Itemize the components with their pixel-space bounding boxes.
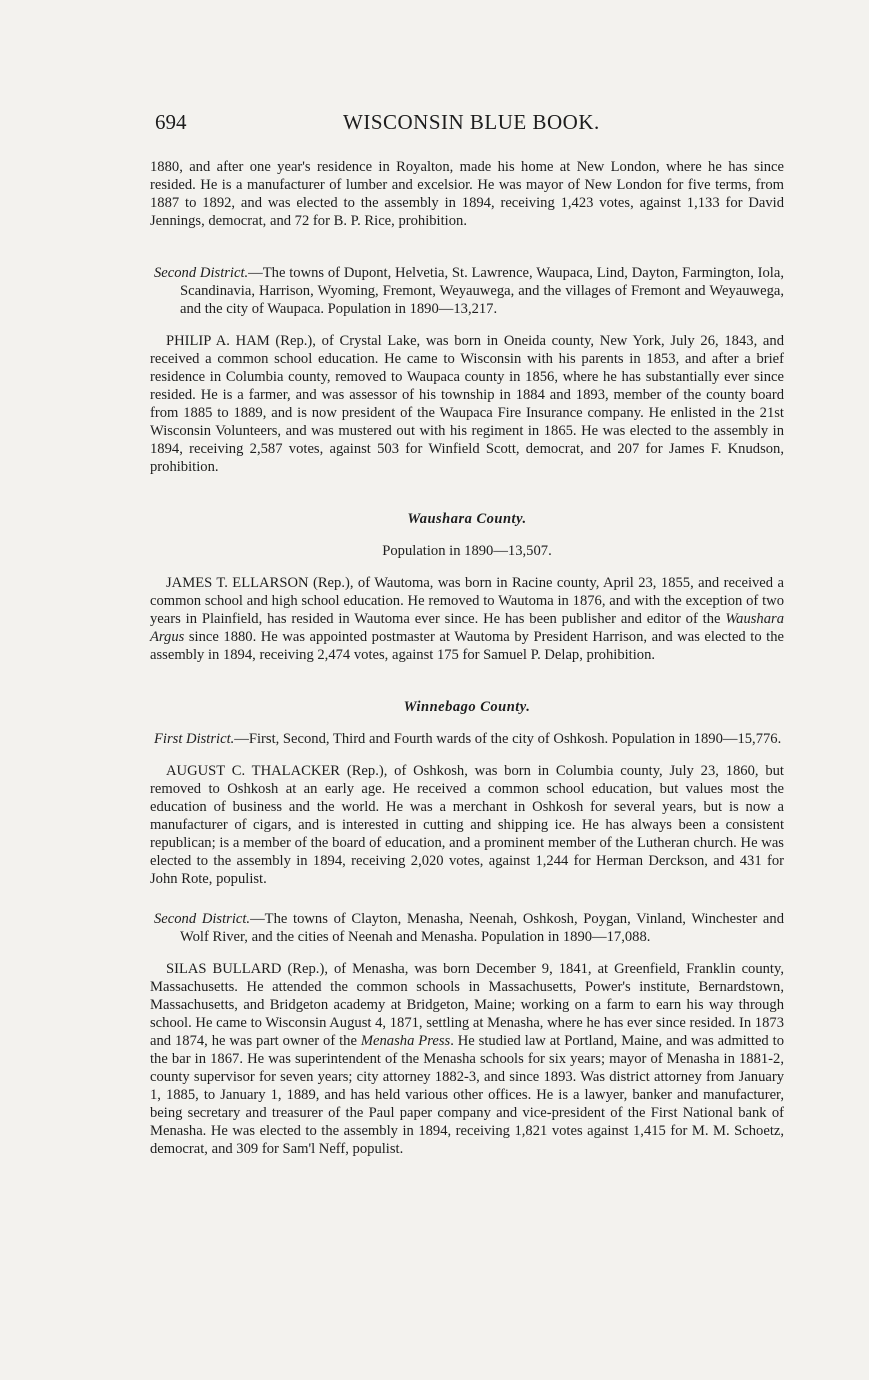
bio-text: JAMES T. ELLARSON (Rep.), of Wautoma, was born in Racine county, April 23, 1855, and received a common school and high school education. He removed to Wautoma in 1876, and with the exception of two years in Plainfield, has resided in Wautoma ever since. He has been publisher and editor of the bbox=[150, 575, 784, 627]
bio-text-cont: . He studied law at Portland, Maine, and was admitted to the bar in 1867. He was superintendent of the Menasha schools for six years; mayor of Menasha in 1881-2, county supervisor for seven years; city attorney 1882-3, and since 1893. Was district attorney from January 1, 1885, to January 1, 1889, and has held various other offices. He is a lawyer, banker and manufacturer, being secretary and treasurer of the Paul paper company and vice-president of the First National bank of Menasha. He was elected to the assembly in 1894, receiving 1,821 votes against 1,415 for M. M. Schoetz, democrat, and 309 for Sam'l Neff, populist. bbox=[150, 1033, 785, 1157]
biography-thalacker: AUGUST C. THALACKER (Rep.), of Oshkosh, was born in Columbia county, July 23, 1860, but removed to Oshkosh at an early age. He received a common school education, but values most the education of business and the world. He was a merchant in Oshkosh for several years, but is now a manufacturer of cigars, and is interested in cutting and shipping ice. He has always been a consistent republican; is a member of the board of education, and a prominent member of the Lutheran church. He was elected to the assembly in 1894, receiving 2,020 votes, against 1,244 for Herman Derckson, and 431 for John Rote, populist. bbox=[150, 763, 784, 887]
waupaca-second-district bbox=[150, 264, 784, 318]
newspaper-title: Menasha Press bbox=[360, 1033, 451, 1049]
county-heading-winnebago: Winnebago County. bbox=[403, 699, 531, 715]
district-label: Second District. bbox=[154, 265, 249, 281]
page-header bbox=[155, 110, 785, 140]
winnebago-second-district bbox=[150, 910, 784, 946]
biography-ham: PHILIP A. HAM (Rep.), of Crystal Lake, was born in Oneida county, New York, July 26, 1843, and received a common school education. He came to Wisconsin with his parents in 1853, and after a brief residence in Columbia county, removed to Waupaca county in 1856, where he has substantially ever since resided. He is a farmer, and was assessor of his township in 1884 and 1893, member of the county board from 1885 to 1889, and is now president of the Waupaca Fire Insurance company. He enlisted in the 21st Wisconsin Volunteers, and was mustered out with his regiment in 1865. He was elected to the assembly in 1894, receiving 2,587 votes, against 503 for Winfield Scott, democrat, and 207 for James F. Knudson, prohibition. bbox=[150, 333, 784, 475]
newspaper-title: Waushara Argus bbox=[150, 611, 784, 645]
page-body bbox=[150, 158, 784, 1158]
waushara-population: Population in 1890—13,507. bbox=[382, 543, 552, 559]
district-description: —The towns of Clayton, Menasha, Neenah, Oshkosh, Poygan, Vinland, Winchester and Wolf River, and the cities of Neenah and Menasha. Population in 1890—17,088. bbox=[180, 911, 784, 945]
page-number: 694 bbox=[155, 110, 187, 134]
biography-ellarson bbox=[150, 574, 784, 664]
district-description: —The towns of Dupont, Helvetia, St. Lawrence, Waupaca, Lind, Dayton, Farmington, Iola, Scandinavia, Harrison, Wyoming, Fremont, Weyauwega, and the villages of Fremont and Weyauwega, and the city of Waupaca. Population in 1890—13,217. bbox=[180, 265, 784, 317]
biography-bullard bbox=[150, 960, 784, 1158]
running-title: WISCONSIN BLUE BOOK. bbox=[343, 110, 600, 134]
bio-text-cont: since 1880. He was appointed postmaster at Wautoma by President Harrison, and was elected to the assembly in 1894, receiving 2,474 votes, against 175 for Samuel P. Delap, prohibition. bbox=[150, 629, 784, 663]
district-label: First District. bbox=[154, 731, 235, 747]
bio-text: SILAS BULLARD (Rep.), of Menasha, was born December 9, 1841, at Greenfield, Franklin county, Massachusetts. He attended the common schools in Massachusetts, Power's institute, Bernardstown, Massachusetts, and Bridgeton academy at Bridgeton, Maine; working on a farm to earn his way through school. He came to Wisconsin August 4, 1871, settling at Menasha, where he has ever since resided. In 1873 and 1874, he was part owner of the bbox=[150, 961, 784, 1049]
winnebago-first-district bbox=[150, 730, 784, 748]
district-description: —First, Second, Third and Fourth wards of the city of Oshkosh. Population in 1890—15,776. bbox=[234, 731, 782, 747]
continued-biography: 1880, and after one year's residence in Royalton, made his home at New London, where he has since resided. He is a manufacturer of lumber and excelsior. He was mayor of New London for five terms, from 1887 to 1892, and was elected to the assembly in 1894, receiving 1,423 votes, against 1,133 for David Jennings, democrat, and 72 for B. P. Rice, prohibition. bbox=[150, 159, 784, 229]
county-heading-waushara: Waushara County. bbox=[407, 511, 527, 527]
district-label: Second District. bbox=[154, 911, 251, 927]
